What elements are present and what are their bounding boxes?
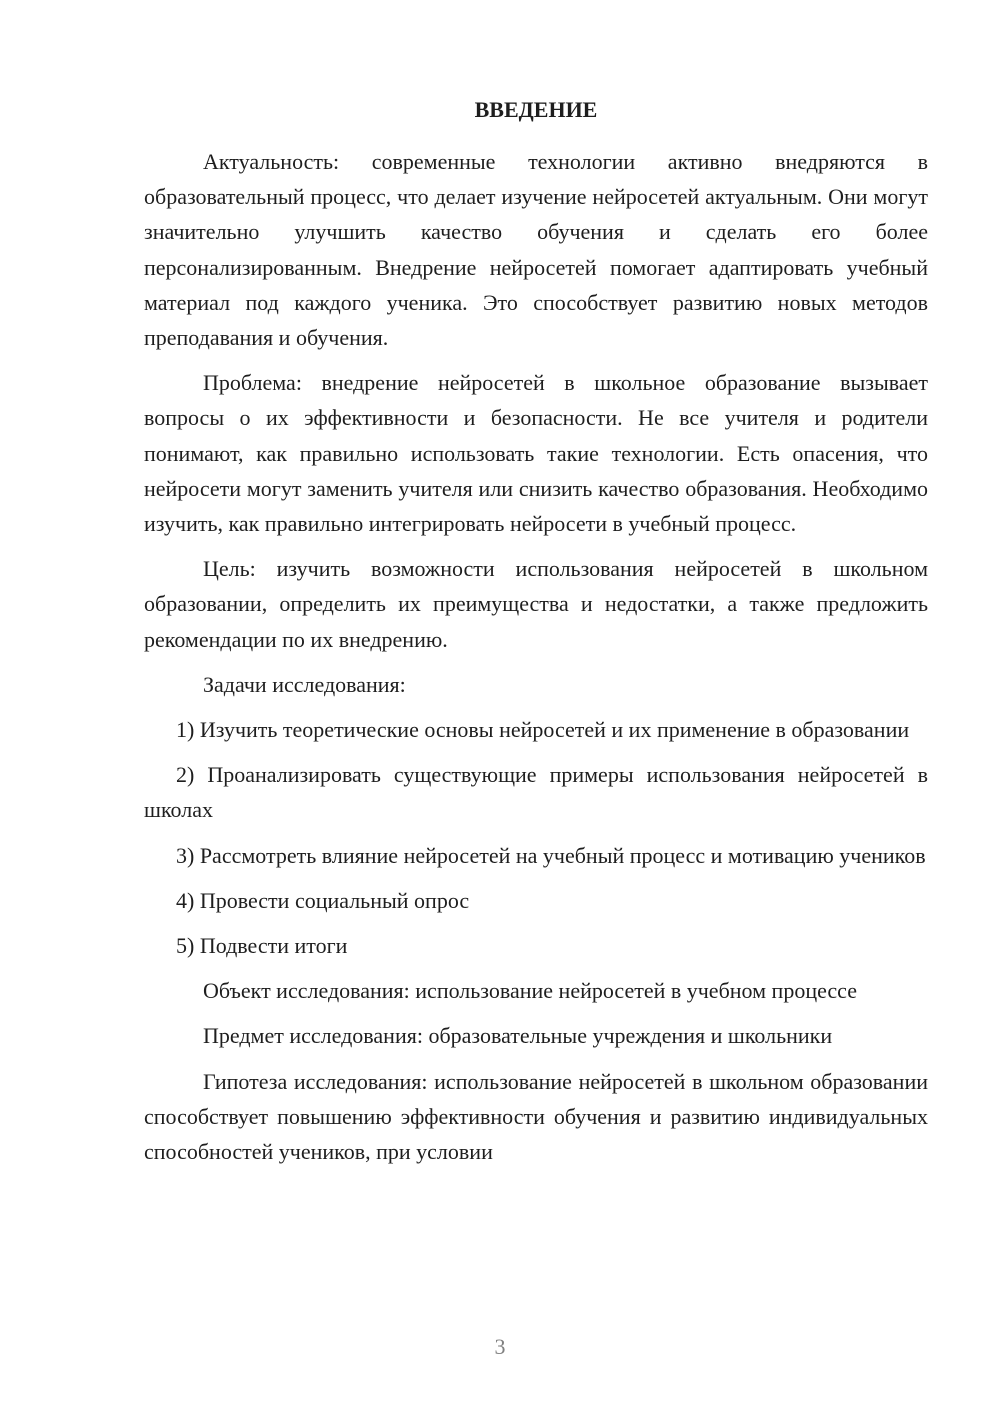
task-item: 4) Провести социальный опрос bbox=[176, 887, 470, 913]
task-item: 3) Рассмотреть влияние нейросетей на учебный процесс и мотивацию учеников bbox=[176, 842, 926, 868]
goal-paragraph: Цель: изучить возможности использования нейросетей в школьном образовании, определить их преимущества и недостатки, а также предложить рекомендации по их внедрению. bbox=[144, 556, 928, 652]
research-object-paragraph: Объект исследования: использование нейросетей в учебном процессе bbox=[203, 978, 857, 1004]
hypothesis-paragraph: Гипотеза исследования: использование нейросетей в школьном образовании способствует повышению эффективности обучения и развитию индивидуальных способностей учеников, при условии bbox=[144, 1068, 928, 1165]
research-subject-paragraph: Предмет исследования: образовательные учреждения и школьники bbox=[203, 1023, 833, 1049]
page-number: 3 bbox=[494, 1334, 506, 1359]
task-item: 2) Проанализировать существующие примеры использования нейросетей в школах bbox=[144, 762, 928, 823]
task-item: 1) Изучить теоретические основы нейросетей и их применение в образовании bbox=[176, 717, 910, 743]
relevance-paragraph: Актуальность: современные технологии активно внедряются в образовательный процесс, что делает изучение нейросетей актуальным. Они могут значительно улучшить качество обучения и сделать его более персонализированным. Внедрение нейросетей помогает адаптировать учебный материал под каждого ученика. Это способствует развитию новых методов преподавания и обучения. bbox=[144, 149, 928, 351]
tasks-heading: Задачи исследования: bbox=[203, 671, 406, 697]
task-item: 5) Подвести итоги bbox=[176, 933, 348, 959]
problem-paragraph: Проблема: внедрение нейросетей в школьное образование вызывает вопросы о их эффективности и безопасности. Не все учителя и родители понимают, как правильно использовать такие технологии. Есть опасения, что нейросети могут заменить учителя или снизить качество образования. Необходимо изучить, как правильно интегрировать нейросети в учебный процесс. bbox=[144, 370, 928, 537]
document-page bbox=[144, 94, 928, 1169]
section-title: ВВЕДЕНИЕ bbox=[474, 97, 598, 122]
